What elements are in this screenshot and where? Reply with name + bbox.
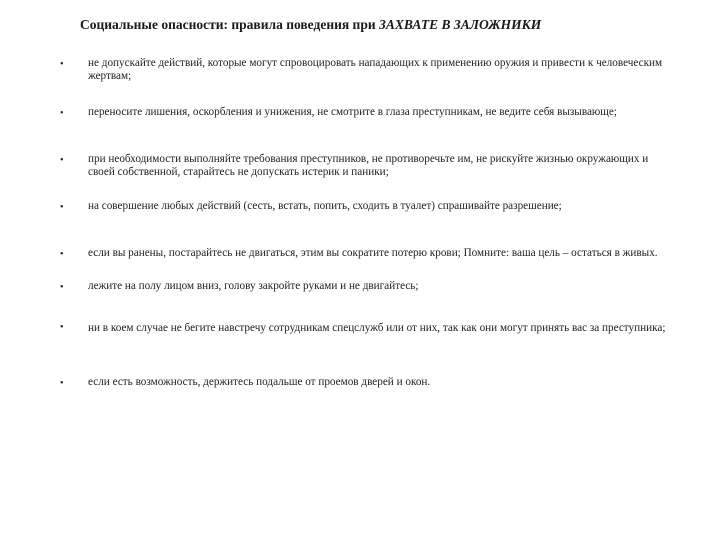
bullet-icon: • (60, 108, 64, 119)
bullet-icon: • (60, 249, 64, 260)
list-item-text: ни в коем случае не бегите навстречу сотрудникам спецслужб или от них, так как они могут принять вас за преступника; (88, 322, 666, 334)
bullet-icon: • (60, 202, 64, 213)
title-prefix: Социальные опасности: правила поведения при (80, 17, 379, 32)
list-item-text: не допускайте действий, которые могут спровоцировать нападающих к применению оружия и привести к человеческим жертвам; (88, 57, 663, 82)
list-item-text: при необходимости выполняйте требования преступников, не противоречьте им, не рискуйте жизнью окружающих и своей собственной, старайтесь не допускать истерик и паники; (88, 153, 649, 178)
page-title (80, 16, 680, 34)
list-item-text: лежите на полу лицом вниз, голову закройте руками и не двигайтесь; (88, 280, 419, 292)
bullet-icon: • (60, 322, 64, 333)
list-item-text: переносите лишения, оскорбления и унижения, не смотрите в глаза преступникам, не ведите себя вызывающе; (88, 106, 617, 118)
bullet-icon: • (60, 155, 64, 166)
bullet-icon: • (60, 378, 64, 389)
list-item-text: если есть возможность, держитесь подальше от проемов дверей и окон. (88, 376, 431, 388)
bullet-icon: • (60, 282, 64, 293)
bullet-icon: • (60, 59, 64, 70)
title-emphasis: ЗАХВАТЕ В ЗАЛОЖНИКИ (379, 17, 542, 32)
list-item-text: если вы ранены, постарайтесь не двигаться, этим вы сократите потерю крови; Помните: ваша цель – остаться в живых. (88, 247, 658, 259)
list-item-text: на совершение любых действий (сесть, встать, попить, сходить в туалет) спрашивайте разрешение; (88, 200, 562, 212)
